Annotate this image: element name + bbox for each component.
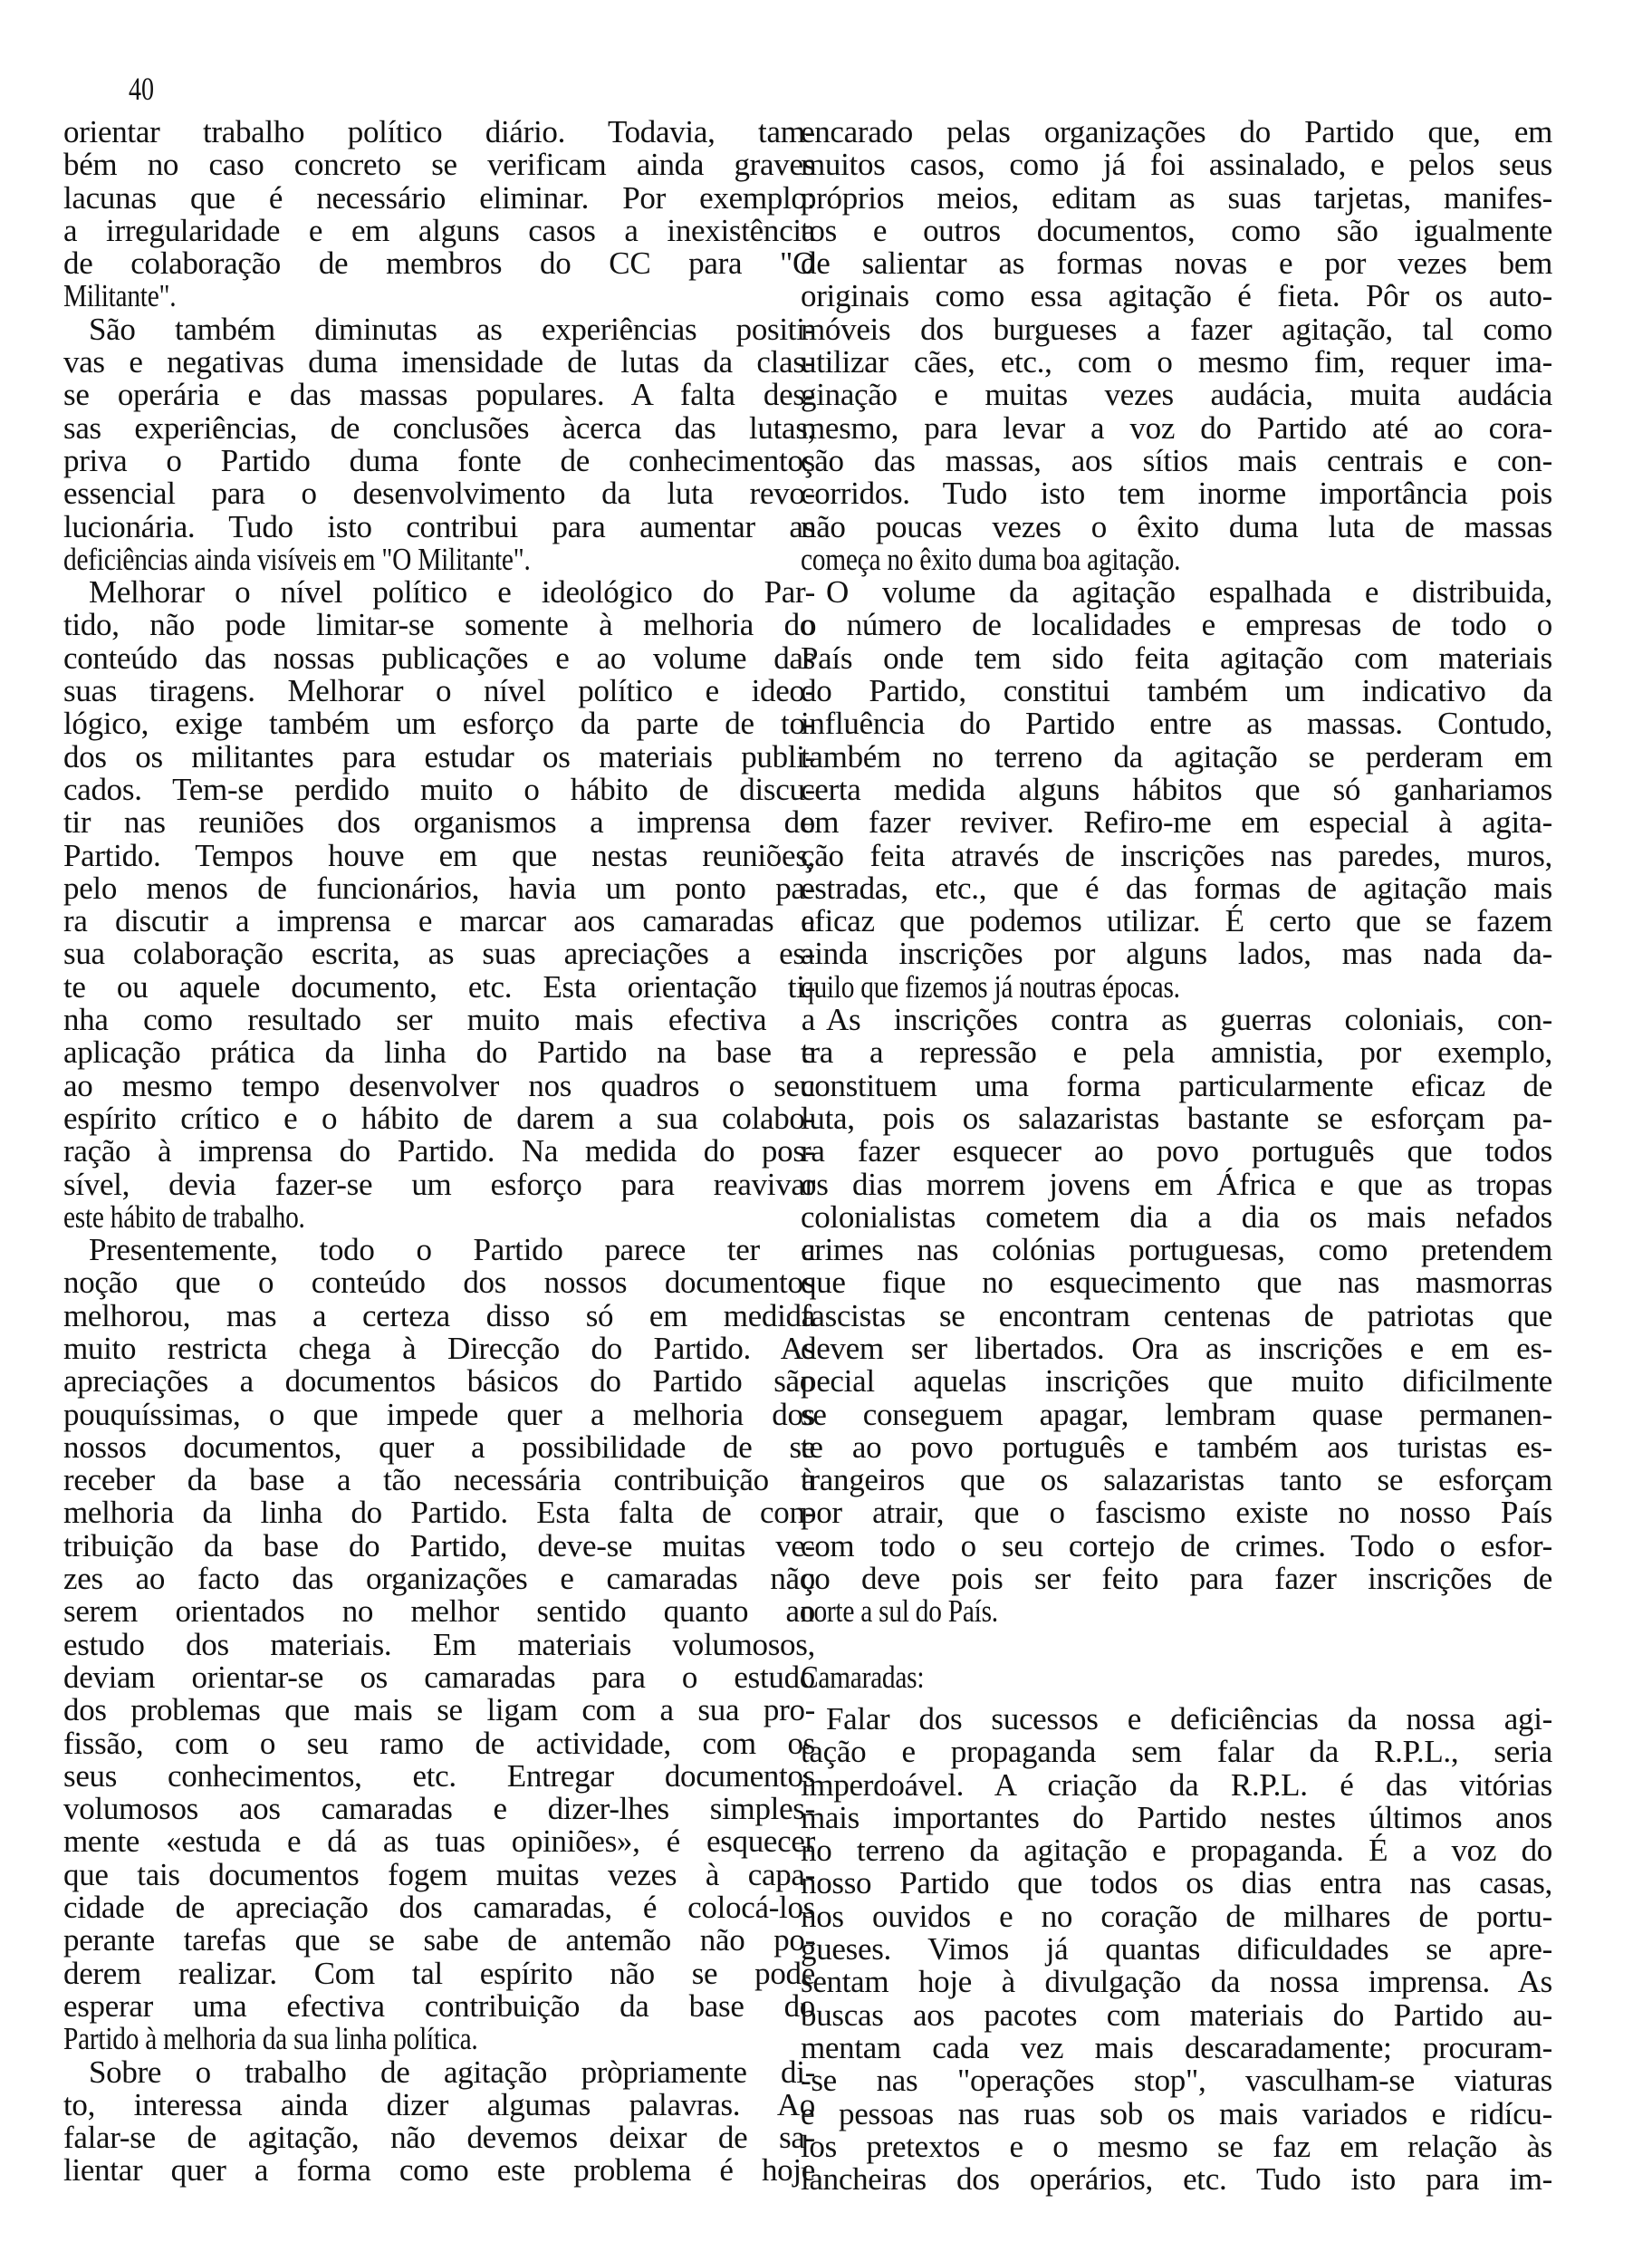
text-line — [801, 2163, 1552, 2196]
text-line — [801, 2095, 1552, 2131]
text-line — [801, 806, 1552, 839]
text-line — [63, 1563, 815, 1595]
text-line — [801, 2029, 1552, 2065]
line-text: pelo menos de funcionários, havia um ponto pa- — [63, 870, 815, 906]
text-line — [63, 1234, 815, 1266]
line-text: São também diminutas as experiências positi- — [89, 311, 815, 347]
text-line — [801, 1135, 1552, 1168]
line-text: se conseguem apagar, lembram quase permanen- — [801, 1396, 1552, 1432]
line-text: te ou aquele documento, etc. Esta orientação ti- — [63, 968, 815, 1005]
line-text: mentam cada vez mais descaradamente; procuram- — [801, 2029, 1552, 2065]
line-text: deficiências ainda visíveis em "O Militante". — [63, 541, 531, 577]
text-line — [801, 1996, 1552, 2033]
text-line — [63, 1757, 815, 1794]
line-text: encarado pelas organizações do Partido que, em — [801, 114, 1552, 149]
line-text: ao mesmo tempo desenvolver nos quadros o seu — [63, 1067, 815, 1103]
line-text: lientar quer a forma como este problema é hoje — [63, 2152, 815, 2189]
line-text: melhorou, mas a certeza disso só em medida — [63, 1297, 815, 1333]
line-text: tação e propaganda sem falar da R.P.L., seria — [801, 1734, 1552, 1770]
text-line — [801, 149, 1552, 181]
text-line — [63, 409, 815, 446]
text-line — [801, 1166, 1552, 1202]
text-line — [63, 1825, 815, 1858]
line-text: Partido. Tempos houve em que nestas reuniões, — [63, 837, 815, 873]
line-text: muitos casos, como já foi assinalado, e pelos seus — [801, 147, 1552, 183]
line-text: tra a repressão e pela amnistia, por exemplo, — [801, 1034, 1552, 1071]
line-text: este hábito de trabalho. — [63, 1198, 305, 1235]
line-text: apreciações a documentos básicos do Partido são — [63, 1363, 815, 1400]
line-text: estudo dos materiais. Em materiais volumosos, — [63, 1626, 815, 1662]
text-line — [63, 1694, 815, 1727]
text-line — [801, 442, 1552, 478]
line-text: zes ao facto das organizações e camaradas não — [63, 1561, 815, 1597]
line-text: utilizar cães, etc., com o mesmo fim, requer ima- — [801, 344, 1552, 380]
line-text: cados. Tem-se perdido muito o hábito de discu- — [63, 771, 815, 807]
text-line — [801, 1198, 1552, 1235]
line-text: de salientar as formas novas e por vezes bem — [801, 245, 1552, 282]
line-text: ção feita através de inscrições nas paredes, muros, — [801, 837, 1552, 873]
text-line — [801, 1102, 1552, 1135]
text-line — [63, 1102, 815, 1135]
text-line — [63, 576, 815, 609]
line-text: serem orientados no melhor sentido quanto ao — [63, 1593, 815, 1630]
line-text: colonialistas cometem dia a dia os mais nefados — [801, 1198, 1552, 1235]
line-text: Melhorar o nível político e ideológico do Par- — [89, 574, 815, 611]
text-line — [63, 1431, 815, 1464]
line-text: volumosos aos camaradas e dizer-lhes simples- — [63, 1791, 815, 1827]
text-line — [801, 346, 1552, 379]
line-text: o número de localidades e empresas de todo o — [801, 607, 1552, 643]
line-text: tido, não pode limitar-se somente à melhoria do — [63, 607, 815, 643]
text-line — [63, 1266, 815, 1299]
line-text: tribuição da base do Partido, deve-se muitas ve- — [63, 1527, 815, 1563]
text-line — [63, 346, 815, 379]
line-text: não poucas vezes o êxito duma luta de massas — [801, 508, 1552, 544]
text-line — [63, 1793, 815, 1825]
line-text: derem realizar. Com tal espírito não se pode — [63, 1955, 815, 1991]
text-line — [801, 212, 1552, 248]
line-text: próprios meios, editam as suas tarjetas, manifes- — [801, 179, 1552, 216]
text-line — [801, 1527, 1552, 1563]
line-text: perante tarefas que se sabe de antemão não po- — [63, 1922, 815, 1958]
line-text: lógico, exige também um esforço da parte de to- — [63, 706, 815, 742]
line-text: to, interessa ainda dizer algumas palavras. Ao — [63, 2086, 815, 2122]
text-line — [801, 1297, 1552, 1333]
text-line — [801, 477, 1552, 510]
text-line — [801, 379, 1552, 411]
left-column — [63, 116, 815, 2188]
text-line — [801, 675, 1552, 707]
line-text: gueses. Vimos já quantas dificuldades se apre- — [801, 1931, 1552, 1968]
text-line — [63, 806, 815, 839]
text-line — [801, 1900, 1552, 1933]
line-text: fascistas se encontram centenas de patriotas que — [801, 1297, 1552, 1333]
line-text: que fique no esquecimento que nas masmorras — [801, 1265, 1552, 1301]
line-text: por atrair, que o fascismo existe no nosso País — [801, 1495, 1552, 1531]
line-text: ração à imprensa do Partido. Na medida do pos- — [63, 1133, 815, 1169]
text-line — [63, 609, 815, 641]
text-line — [63, 1727, 815, 1760]
text-line — [801, 642, 1552, 675]
text-line — [63, 771, 815, 807]
text-line — [801, 1365, 1552, 1398]
line-text: norte a sul do País. — [801, 1593, 998, 1630]
line-text: bém no caso concreto se verificam ainda graves — [63, 147, 815, 183]
text-line — [63, 675, 815, 707]
text-line — [63, 1595, 815, 1628]
text-line — [63, 1396, 815, 1432]
line-text: nosso Partido que todos os dias entra nas casas, — [801, 1865, 1552, 1901]
text-line — [63, 1464, 815, 1496]
text-line — [63, 179, 815, 216]
line-text: se operária e das massas populares. A falta des- — [63, 377, 815, 413]
text-line — [801, 1067, 1552, 1103]
line-text: esperar uma efectiva contribuição da base do — [63, 1987, 815, 2024]
line-text: mais importantes do Partido nestes últimos anos — [801, 1799, 1552, 1835]
line-text: ção das massas, aos sítios mais centrais e con- — [801, 442, 1552, 478]
text-line — [801, 576, 1552, 609]
right-column — [801, 116, 1552, 2196]
line-text: lacunas que é necessário eliminar. Por exemplo: — [63, 179, 815, 216]
text-line — [63, 247, 815, 280]
text-line — [801, 1036, 1552, 1069]
line-text: nha como resultado ser muito mais efectiva a — [63, 1002, 815, 1038]
text-line — [63, 1330, 815, 1366]
line-text: ço deve pois ser feito para fazer inscrições de — [801, 1561, 1552, 1597]
text-line — [63, 2023, 815, 2055]
line-text: mente «estuda e dá as tuas opiniões», é esquecer — [63, 1823, 815, 1860]
line-text: ainda inscrições por alguns lados, mas nada da- — [801, 936, 1552, 972]
line-text: sentam hoje à divulgação da nossa imprensa. As — [801, 1964, 1552, 2000]
text-line — [63, 508, 815, 544]
line-text: quilo que fizemos já noutras épocas. — [801, 968, 1180, 1005]
line-text: sua colaboração escrita, as suas apreciações a es- — [63, 936, 815, 972]
text-line — [63, 1955, 815, 1991]
line-text: espírito crítico e o hábito de darem a sua colabo- — [63, 1100, 815, 1136]
line-text: no terreno da agitação e propaganda. É a voz do — [801, 1833, 1552, 1869]
line-text: crimes nas colónias portuguesas, como pretendem — [801, 1232, 1552, 1268]
line-text: sível, devia fazer-se um esforço para reavivar — [63, 1166, 815, 1202]
line-text: sas experiências, de conclusões àcerca das lutas, — [63, 409, 815, 446]
text-line — [63, 938, 815, 970]
text-line — [801, 1766, 1552, 1803]
line-text: lucionária. Tudo isto contribui para aumentar as — [63, 508, 815, 544]
text-line — [801, 1563, 1552, 1595]
text-line — [801, 313, 1552, 346]
line-text: As inscrições contra as guerras coloniais, con- — [826, 1002, 1552, 1038]
line-text: muito restricta chega à Direcção do Partido. As — [63, 1330, 815, 1366]
text-line — [801, 247, 1552, 280]
line-text: seus conhecimentos, etc. Entregar documentos — [63, 1757, 815, 1794]
text-line — [801, 1496, 1552, 1529]
line-text: fissão, com o seu ramo de actividade, com os — [63, 1725, 815, 1761]
text-line — [63, 477, 815, 510]
text-line — [801, 1799, 1552, 1835]
text-line — [801, 1431, 1552, 1464]
line-text: conteúdo das nossas publicações e ao volume das — [63, 640, 815, 676]
text-line — [801, 1834, 1552, 1867]
text-line — [63, 905, 815, 938]
line-text: ra discutir a imprensa e marcar aos camaradas a — [63, 903, 815, 939]
text-line — [63, 1004, 815, 1036]
line-text: Presentemente, todo o Partido parece ter a — [89, 1232, 815, 1268]
text-line — [801, 116, 1552, 149]
line-text: corridos. Tudo isto tem inorme importância pois — [801, 476, 1552, 512]
line-text: aplicação prática da linha do Partido na base e — [63, 1034, 815, 1071]
line-text: buscas aos pacotes com materiais do Partido au- — [801, 1996, 1552, 2033]
line-text: imperdoável. A criação da R.P.L. é das vitórias — [801, 1766, 1552, 1803]
text-line — [63, 1365, 815, 1398]
text-line — [63, 1067, 815, 1103]
line-text: certa medida alguns hábitos que só ganhariamos — [801, 771, 1552, 807]
line-text: priva o Partido duma fonte de conhecimentos — [63, 442, 815, 478]
line-text: influência do Partido entre as massas. Contudo, — [801, 706, 1552, 742]
line-text: dos problemas que mais se ligam com a sua pro- — [63, 1692, 815, 1728]
text-line — [63, 442, 815, 478]
text-line — [63, 1891, 815, 1924]
text-line — [63, 1135, 815, 1168]
line-text: lancheiras dos operários, etc. Tudo isto para im- — [801, 2161, 1552, 2198]
line-text: -se nas "operações stop", vasculham-se viaturas — [801, 2063, 1552, 2099]
text-line — [63, 1527, 815, 1563]
text-line — [801, 1700, 1552, 1737]
page-number: 40 — [129, 71, 155, 107]
line-text: eficaz que podemos utilizar. É certo que se fazem — [801, 903, 1552, 939]
text-line — [63, 2121, 815, 2154]
text-line — [63, 116, 815, 149]
text-line — [801, 837, 1552, 873]
text-line — [63, 2154, 815, 2187]
text-line — [801, 2064, 1552, 2097]
text-line — [801, 1234, 1552, 1266]
line-text: nos ouvidos e no coração de milhares de portu- — [801, 1898, 1552, 1934]
text-line — [801, 707, 1552, 740]
text-line — [801, 1004, 1552, 1036]
line-text: Camaradas: — [801, 1659, 925, 1695]
line-text: dos os militantes para estudar os materiais publi- — [63, 738, 815, 775]
text-line — [63, 837, 815, 873]
text-line — [801, 179, 1552, 216]
line-text: começa no êxito duma boa agitação. — [801, 541, 1181, 577]
line-text: constituem uma forma particularmente eficaz de — [801, 1067, 1552, 1103]
line-text: orientar trabalho político diário. Todavia, tam- — [63, 114, 815, 149]
text-line — [801, 905, 1552, 938]
line-text: Militante". — [63, 278, 177, 314]
line-text: do Partido, constitui também um indicativo da — [801, 673, 1552, 709]
text-line — [63, 1987, 815, 2024]
line-text: a irregularidade e em alguns casos a inexistência — [63, 212, 815, 248]
text-line — [63, 2086, 815, 2122]
text-line — [63, 642, 815, 675]
text-line — [63, 313, 815, 346]
text-line — [801, 968, 1552, 1005]
text-line — [63, 212, 815, 248]
text-line — [801, 1396, 1552, 1432]
line-text: pouquíssimas, o que impede quer a melhoria dos — [63, 1396, 815, 1432]
text-line — [801, 2128, 1552, 2164]
line-text: País onde tem sido feita agitação com materiais — [801, 640, 1552, 676]
line-text: com todo o seu cortejo de crimes. Todo o esfor- — [801, 1527, 1552, 1563]
text-line — [801, 1330, 1552, 1366]
text-line — [63, 1924, 815, 1957]
line-text: essencial para o desenvolvimento da luta revo- — [63, 476, 815, 512]
text-line — [63, 707, 815, 740]
line-text: tir nas reuniões dos organismos a imprensa do — [63, 804, 815, 841]
text-line — [63, 968, 815, 1005]
text-line — [63, 2056, 815, 2089]
text-line — [801, 280, 1552, 313]
text-line — [801, 1736, 1552, 1768]
line-text: os dias morrem jovens em África e que as tropas — [801, 1166, 1552, 1202]
text-line — [801, 1966, 1552, 1998]
line-text: Sobre o trabalho de agitação pròpriamente di- — [89, 2054, 815, 2090]
line-text: que tais documentos fogem muitas vezes à capa- — [63, 1856, 815, 1892]
line-text: devem ser libertados. Ora as inscrições e em es- — [801, 1330, 1552, 1366]
text-line — [63, 738, 815, 775]
text-line — [801, 541, 1552, 577]
text-line — [801, 1464, 1552, 1496]
text-line — [801, 1595, 1552, 1628]
text-line — [63, 1626, 815, 1662]
text-line — [801, 508, 1552, 544]
line-text: móveis dos burgueses a fazer agitação, tal como — [801, 311, 1552, 347]
text-line — [63, 149, 815, 181]
text-line — [801, 738, 1552, 775]
line-text: em fazer reviver. Refiro-me em especial à agita- — [801, 804, 1552, 841]
line-text: melhoria da linha do Partido. Esta falta de con- — [63, 1495, 815, 1531]
text-line — [801, 771, 1552, 807]
line-text: cidade de apreciação dos camaradas, é colocá-los — [63, 1890, 815, 1926]
text-line — [63, 1496, 815, 1529]
text-line — [63, 1166, 815, 1202]
line-text: Partido à melhoria da sua linha política. — [63, 2021, 478, 2057]
text-line — [63, 1661, 815, 1694]
line-text: ra fazer esquecer ao povo português que todos — [801, 1133, 1552, 1169]
line-text: de colaboração de membros do CC para "O — [63, 245, 815, 282]
text-line — [801, 1867, 1552, 1900]
line-text: te ao povo português e também aos turistas es- — [801, 1429, 1552, 1465]
line-text: los pretextos e o mesmo se faz em relação às — [801, 2128, 1552, 2164]
line-text: noção que o conteúdo dos nossos documentos — [63, 1265, 815, 1301]
text-line — [63, 872, 815, 905]
text-line — [63, 1036, 815, 1069]
text-line — [63, 1297, 815, 1333]
text-line — [801, 872, 1552, 905]
line-text: suas tiragens. Melhorar o nível político e ideo- — [63, 673, 815, 709]
text-line — [63, 379, 815, 411]
text-line — [63, 1198, 815, 1235]
line-text: tos e outros documentos, como são igualmente — [801, 212, 1552, 248]
line-text: pecial aquelas inscrições que muito dificilmente — [801, 1363, 1552, 1400]
line-text: e pessoas nas ruas sob os mais variados e ridícu- — [801, 2095, 1552, 2131]
line-text: ginação e muitas vezes audácia, muita audácia — [801, 377, 1552, 413]
text-line — [801, 1266, 1552, 1299]
text-line — [63, 280, 815, 313]
text-line — [63, 1856, 815, 1892]
line-text: falar-se de agitação, não devemos deixar de sa- — [63, 2120, 815, 2156]
line-text: também no terreno da agitação se perderam em — [801, 738, 1552, 775]
line-text: nossos documentos, quer a possibilidade de se — [63, 1429, 815, 1465]
line-text: originais como essa agitação é fieta. Pôr os auto- — [801, 278, 1552, 314]
line-text: deviam orientar-se os camaradas para o estudo — [63, 1659, 815, 1695]
line-text: vas e negativas duma imensidade de lutas da clas- — [63, 344, 815, 380]
line-text: Falar dos sucessos e deficiências da nossa agi- — [826, 1700, 1552, 1737]
text-line — [801, 409, 1552, 446]
text-line — [801, 1933, 1552, 1966]
line-text: mesmo, para levar a voz do Partido até ao cora- — [801, 409, 1552, 446]
line-text: estradas, etc., que é das formas de agitação mais — [801, 870, 1552, 906]
line-text: receber da base a tão necessária contribuição à — [63, 1462, 815, 1498]
line-text: O volume da agitação espalhada e distribuida, — [826, 574, 1552, 611]
line-text: luta, pois os salazaristas bastante se esforçam pa- — [801, 1100, 1552, 1136]
text-line — [801, 609, 1552, 641]
text-line — [63, 541, 815, 577]
section-heading — [801, 1661, 1552, 1694]
text-line — [801, 938, 1552, 970]
line-text: trangeiros que os salazaristas tanto se esforçam — [801, 1462, 1552, 1498]
